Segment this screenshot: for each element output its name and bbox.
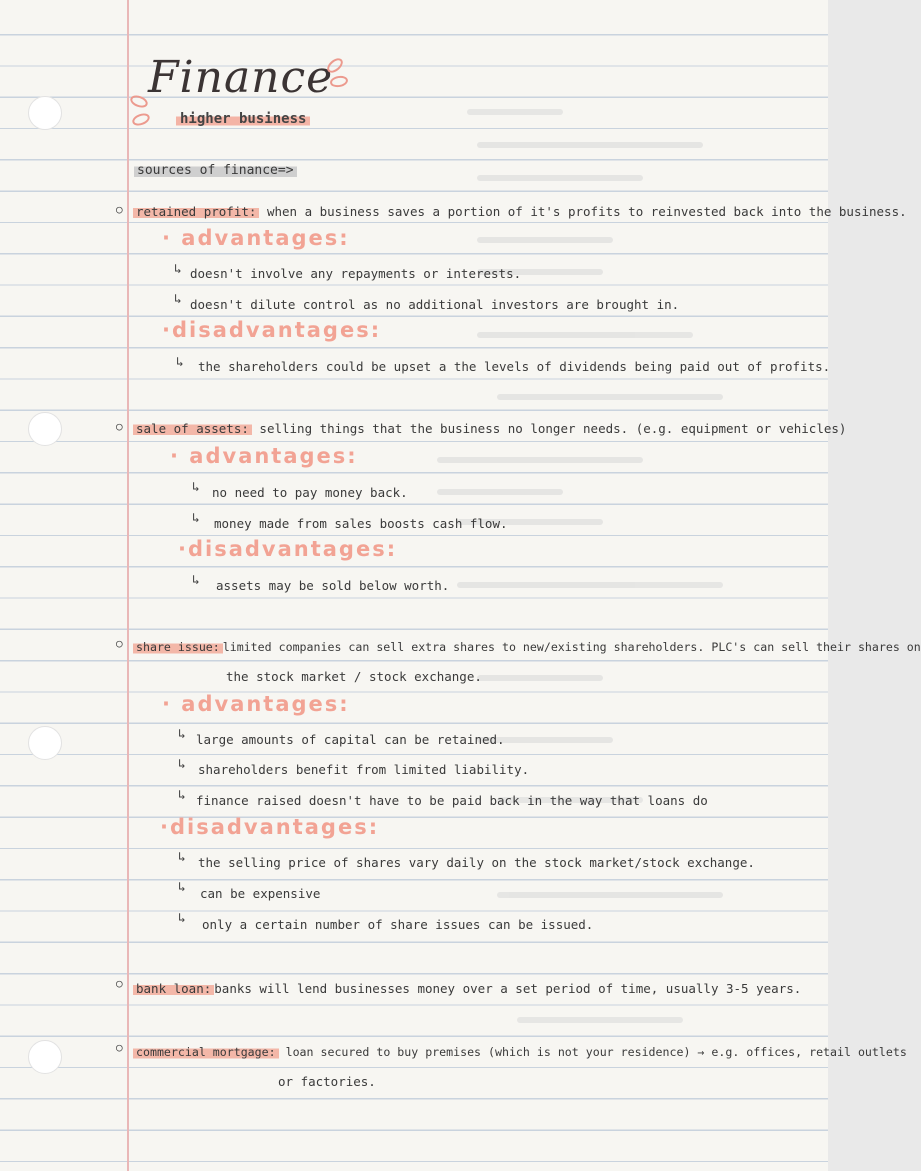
advantage-item: money made from sales boosts cash flow.	[214, 516, 508, 531]
disadvantages-heading: ·disadvantages:	[162, 318, 382, 342]
disadvantages-heading: ·disadvantages:	[160, 815, 380, 839]
advantages-heading: · advantages:	[162, 226, 350, 250]
arrow-icon: ↳	[178, 788, 186, 803]
disadvantage-item: assets may be sold below worth.	[216, 578, 450, 593]
arrow-icon: ↳	[192, 480, 200, 495]
source-bank-loan: bank loan: banks will lend businesses money over a set period of time, usually 3-5 years.	[133, 981, 801, 997]
arrow-icon: ↳	[178, 727, 186, 742]
source-description-cont: the stock market / stock exchange.	[226, 669, 482, 684]
source-description-cont: or factories.	[278, 1074, 376, 1089]
disadvantage-item: the selling price of shares vary daily on the stock market/stock exchange.	[198, 855, 755, 870]
arrow-icon: ↳	[178, 850, 186, 865]
bullet-icon: ○	[116, 1041, 123, 1054]
disadvantage-item: the shareholders could be upset a the levels of dividends being paid out of profits.	[198, 359, 831, 374]
arrow-icon: ↳	[192, 511, 200, 526]
bullet-icon: ○	[116, 203, 123, 216]
bullet-icon: ○	[116, 977, 123, 990]
advantages-heading: · advantages:	[162, 692, 350, 716]
advantage-item: no need to pay money back.	[212, 485, 408, 500]
advantage-item: finance raised doesn't have to be paid back in the way that loans do	[196, 793, 708, 808]
bullet-icon: ○	[116, 420, 123, 433]
advantage-item: doesn't dilute control as no additional investors are brought in.	[190, 297, 680, 312]
advantage-item: doesn't involve any repayments or interests.	[190, 266, 522, 281]
disadvantage-item: only a certain number of share issues can be issued.	[202, 917, 594, 932]
source-commercial-mortgage: commercial mortgage: loan secured to buy premises (which is not your residence) → e.g. offices, retail outlets	[133, 1044, 907, 1060]
page-title: Finance	[148, 52, 334, 103]
arrow-icon: ↳	[178, 911, 186, 926]
advantage-item: shareholders benefit from limited liability.	[198, 762, 530, 777]
arrow-icon: ↳	[174, 292, 182, 307]
source-share-issue: share issue: limited companies can sell extra shares to new/existing shareholders. PLC's can sell their shares on	[133, 639, 921, 655]
section-heading: sources of finance=>	[134, 163, 297, 179]
arrow-icon: ↳	[178, 880, 186, 895]
arrow-icon: ↳	[178, 757, 186, 772]
page-subtitle: higher business	[176, 111, 310, 127]
source-sale-of-assets: sale of assets: selling things that the business no longer needs. (e.g. equipment or vehicles)	[133, 421, 846, 437]
arrow-icon: ↳	[192, 573, 200, 588]
source-retained-profit: retained profit: when a business saves a portion of it's profits to reinvested back into the business.	[133, 204, 907, 220]
arrow-icon: ↳	[174, 262, 182, 277]
disadvantages-heading: ·disadvantages:	[178, 537, 398, 561]
advantage-item: large amounts of capital can be retained.	[196, 732, 505, 747]
arrow-icon: ↳	[176, 355, 184, 370]
advantages-heading: · advantages:	[170, 444, 358, 468]
disadvantage-item: can be expensive	[200, 886, 321, 901]
bullet-icon: ○	[116, 637, 123, 650]
